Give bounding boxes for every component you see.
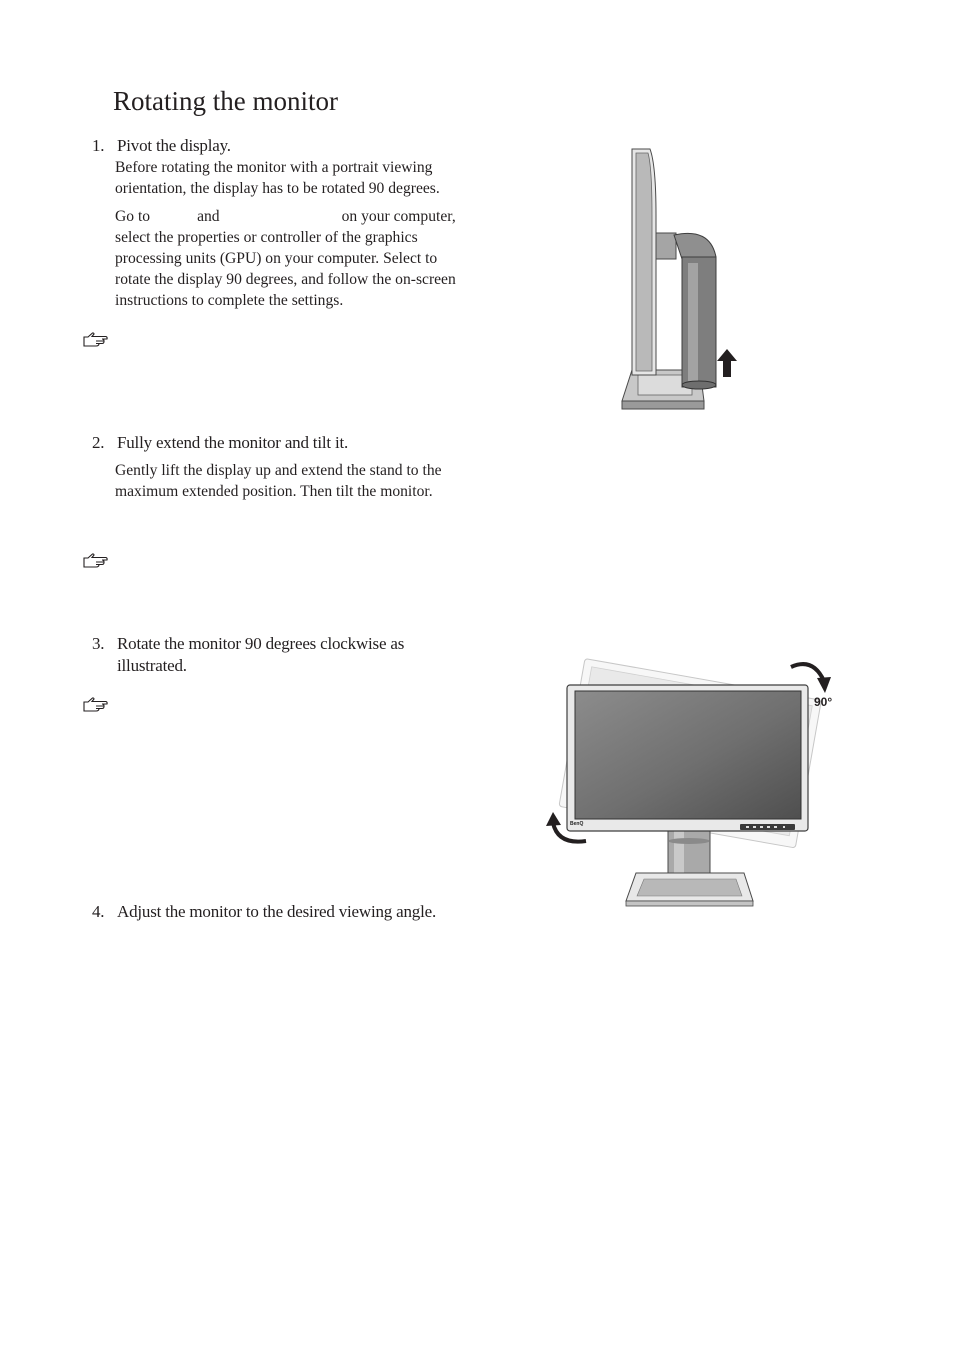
step-number: 4.: [92, 902, 105, 921]
pointing-hand-icon: [82, 553, 108, 569]
step-2-heading: [92, 432, 348, 454]
step-number: 3.: [92, 634, 105, 653]
pointing-hand-icon: [82, 332, 108, 348]
step-title: Adjust the monitor to the desired viewing angle.: [117, 902, 437, 921]
step-number: 2.: [92, 433, 105, 452]
step-1-paragraph-2: Go to and on your computer, select the properties or controller of the graphics processing units (GPU) on your computer. Select to rotate the display 90 degrees, and follow the on-screen instructions to complete the settings.: [115, 208, 456, 309]
step-1-heading: [92, 135, 231, 157]
pointing-hand-icon: [82, 697, 108, 713]
monitor-side-view-illustration: [618, 145, 743, 415]
page-title: Rotating the monitor: [113, 86, 338, 116]
step-title: Fully extend the monitor and tilt it.: [117, 433, 349, 452]
rotate-clockwise-arrow-icon: [787, 659, 833, 697]
arrow-up-icon: [716, 348, 738, 378]
step-title: Rotate the monitor 90 degrees clockwise as: [117, 634, 405, 653]
step-2-paragraph: Gently lift the display up and extend the stand to the maximum extended position. Then tilt the monitor.: [115, 462, 442, 500]
step-4-heading: [92, 901, 436, 923]
step-number: 1.: [92, 136, 105, 155]
step-1-paragraph-1: Before rotating the monitor with a portrait viewing orientation, the display has to be rotated 90 degrees.: [115, 159, 440, 197]
step-title: Pivot the display.: [117, 136, 231, 155]
step-title-continued: illustrated.: [117, 656, 187, 675]
step-3-heading: [92, 633, 404, 677]
rotate-counterclockwise-arrow-icon: [544, 811, 588, 847]
brand-logo: BenQ: [570, 821, 584, 827]
monitor-rotation-illustration: [540, 645, 840, 910]
rotation-angle-label: 90°: [814, 695, 833, 709]
